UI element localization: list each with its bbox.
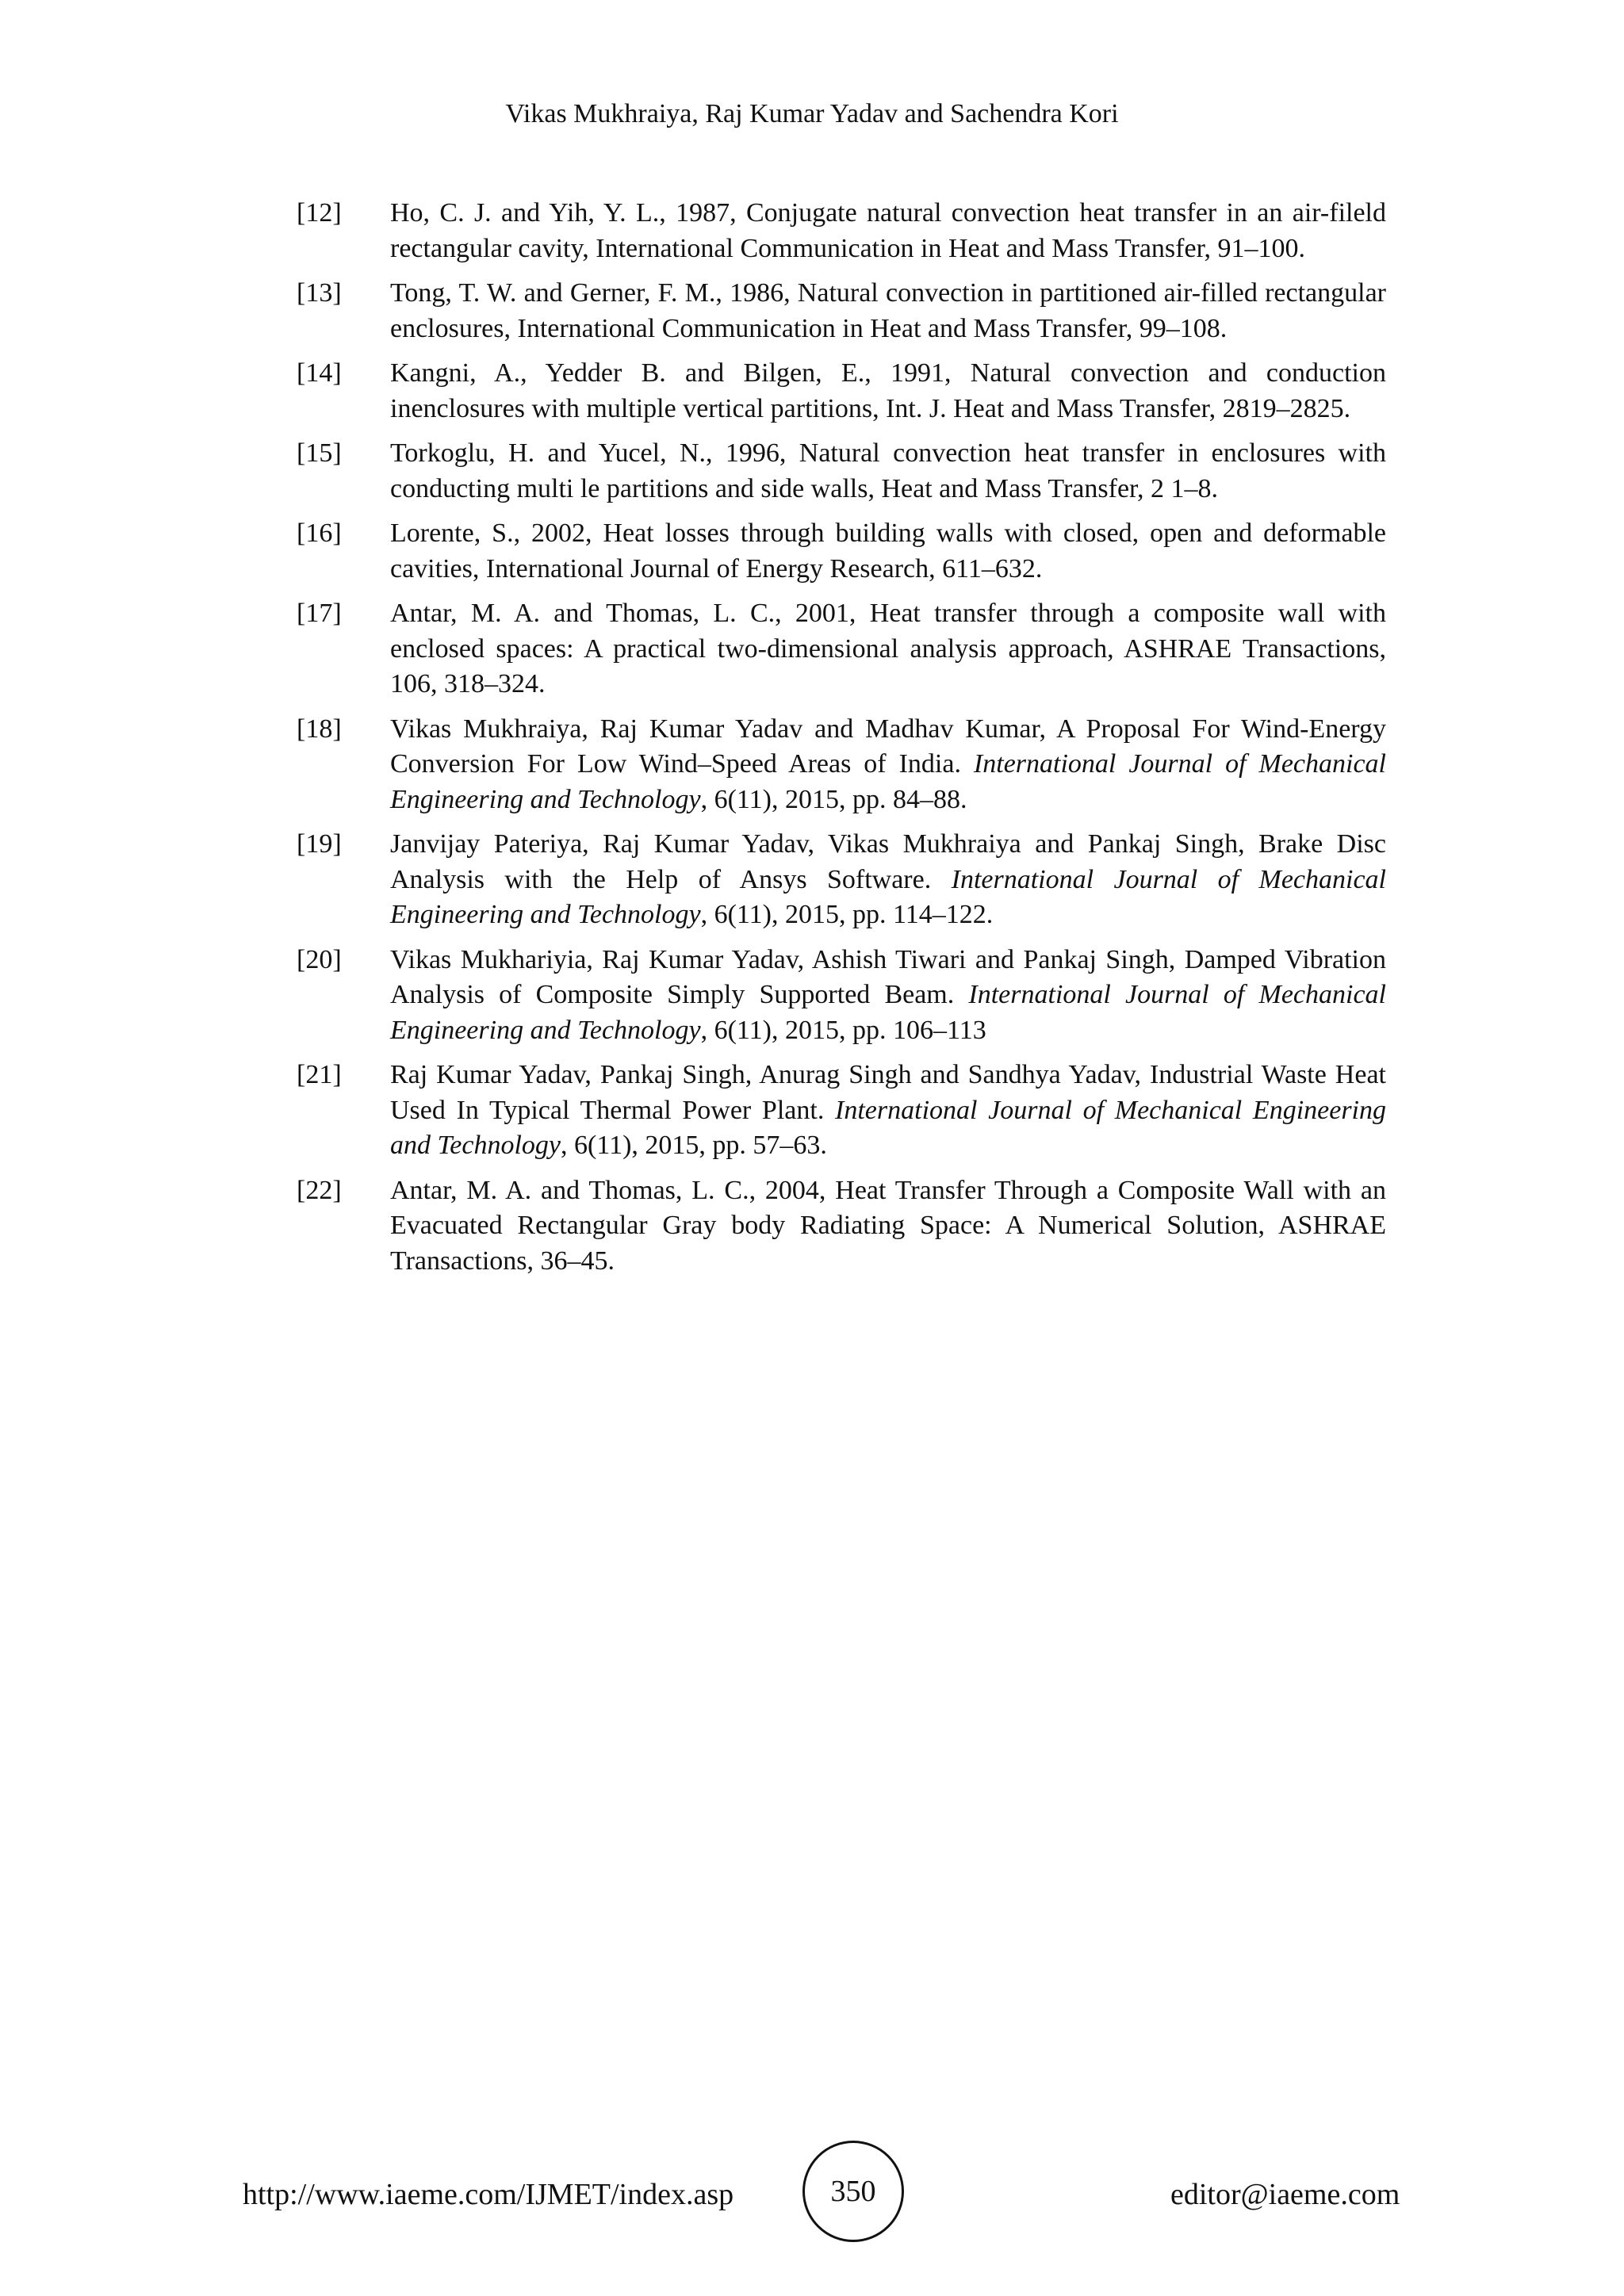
reference-item bbox=[297, 1173, 1386, 1280]
reference-item bbox=[297, 596, 1386, 702]
reference-item bbox=[297, 196, 1386, 266]
reference-number: [12] bbox=[297, 198, 342, 228]
reference-text: Antar, M. A. and Thomas, L. C., 2001, Heat transfer through a composite wall with enclosed spaces: A practical two-dimensional analysis approach, ASHRAE Transactions, 106, 318–324. bbox=[390, 599, 1386, 698]
reference-item bbox=[297, 516, 1386, 587]
reference-number: [13] bbox=[297, 278, 342, 308]
reference-number: [14] bbox=[297, 358, 342, 388]
reference-number: [17] bbox=[297, 599, 342, 628]
reference-text: Raj Kumar Yadav, Pankaj Singh, Anurag Singh and Sandhya Yadav, Industrial Waste Heat Used In Typical Thermal Power Plant. International Journal of Mechanical Engineering and Technology, 6(11), 2015, pp. 57–63. bbox=[390, 1060, 1386, 1160]
reference-number: [16] bbox=[297, 519, 342, 548]
reference-item bbox=[297, 436, 1386, 507]
reference-number: [18] bbox=[297, 714, 342, 744]
reference-number: [20] bbox=[297, 944, 342, 974]
running-header: Vikas Mukhraiya, Raj Kumar Yadav and Sachendra Kori bbox=[505, 99, 1119, 128]
reference-item bbox=[297, 712, 1386, 818]
reference-number: [19] bbox=[297, 829, 342, 859]
reference-item bbox=[297, 276, 1386, 346]
reference-list bbox=[297, 196, 1386, 1288]
reference-text: Vikas Mukhariyia, Raj Kumar Yadav, Ashish Tiwari and Pankaj Singh, Damped Vibration Analysis of Composite Simply Supported Beam. International Journal of Mechanical Engineering and Technology, 6(11), 2015, pp. 106–113 bbox=[390, 944, 1386, 1045]
reference-text: Kangni, A., Yedder B. and Bilgen, E., 1991, Natural convection and conduction inenclosures with multiple vertical partitions, Int. J. Heat and Mass Transfer, 2819–2825. bbox=[390, 358, 1386, 423]
reference-text: Ho, C. J. and Yih, Y. L., 1987, Conjugate natural convection heat transfer in an air-fileld rectangular cavity, International Communication in Heat and Mass Transfer, 91–100. bbox=[390, 198, 1386, 263]
reference-item bbox=[297, 356, 1386, 427]
reference-text: Antar, M. A. and Thomas, L. C., 2004, Heat Transfer Through a Composite Wall with an Evacuated Rectangular Gray body Radiating Space: A Numerical Solution, ASHRAE Transactions, 36–45. bbox=[390, 1175, 1386, 1276]
footer-url[interactable]: http://www.iaeme.com/IJMET/index.asp bbox=[243, 2178, 734, 2211]
reference-number: [21] bbox=[297, 1060, 342, 1089]
footer-email[interactable]: editor@iaeme.com bbox=[1170, 2178, 1400, 2211]
reference-item bbox=[297, 943, 1386, 1049]
reference-item bbox=[297, 1058, 1386, 1164]
page-number: 350 bbox=[802, 2141, 904, 2242]
reference-item bbox=[297, 827, 1386, 933]
reference-text: Vikas Mukhraiya, Raj Kumar Yadav and Madhav Kumar, A Proposal For Wind-Energy Conversion For Low Wind–Speed Areas of India. International Journal of Mechanical Engineering and Technology, 6(11), 2015, pp. 84–88. bbox=[390, 714, 1386, 814]
reference-text: Torkoglu, H. and Yucel, N., 1996, Natural convection heat transfer in enclosures with conducting multi le partitions and side walls, Heat and Mass Transfer, 2 1–8. bbox=[390, 438, 1386, 503]
reference-text: Janvijay Pateriya, Raj Kumar Yadav, Vikas Mukhraiya and Pankaj Singh, Brake Disc Analysis with the Help of Ansys Software. International Journal of Mechanical Engineering and Technology, 6(11), 2015, pp. 114–122. bbox=[390, 829, 1386, 929]
page-footer bbox=[0, 2141, 1624, 2244]
reference-text: Tong, T. W. and Gerner, F. M., 1986, Natural convection in partitioned air-filled rectangular enclosures, International Communication in Heat and Mass Transfer, 99–108. bbox=[390, 278, 1386, 343]
reference-number: [15] bbox=[297, 438, 342, 468]
reference-text: Lorente, S., 2002, Heat losses through building walls with closed, open and deformable cavities, International Journal of Energy Research, 611–632. bbox=[390, 519, 1386, 584]
reference-number: [22] bbox=[297, 1175, 342, 1205]
